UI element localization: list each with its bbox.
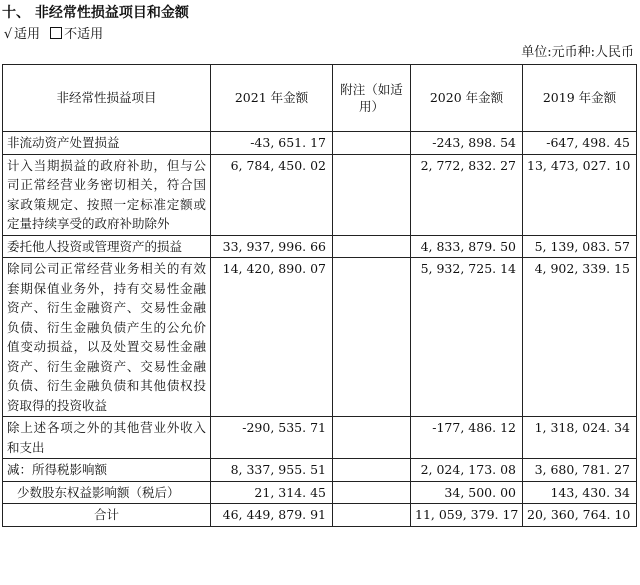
row-2021: -290, 535. 71 (211, 417, 333, 459)
row-item: 除上述各项之外的其他营业外收入和支出 (3, 417, 211, 459)
not-applicable-option[interactable] (50, 27, 103, 42)
row-2019: 143, 430. 34 (523, 481, 637, 504)
row-2020: 5, 932, 725. 14 (411, 258, 523, 417)
total-2019: 20, 360, 764. 10 (523, 504, 637, 527)
row-2020: 2, 772, 832. 27 (411, 154, 523, 235)
total-label: 合计 (3, 504, 211, 527)
table-row (3, 459, 637, 482)
row-note (333, 459, 411, 482)
applicable-option[interactable] (2, 27, 44, 42)
empty-checkbox-icon (50, 27, 62, 39)
header-item: 非经常性损益项目 (3, 65, 211, 132)
row-2021: 21, 314. 45 (211, 481, 333, 504)
row-item: 减：所得税影响额 (3, 459, 211, 482)
row-note (333, 417, 411, 459)
row-note (333, 235, 411, 258)
row-2019: 13, 473, 027. 10 (523, 154, 637, 235)
row-2019: -647, 498. 45 (523, 132, 637, 155)
row-2019: 1, 318, 024. 34 (523, 417, 637, 459)
row-2020: 4, 833, 879. 50 (411, 235, 523, 258)
header-2019: 2019 年金额 (523, 65, 637, 132)
table-total-row (3, 504, 637, 527)
total-2021: 46, 449, 879. 91 (211, 504, 333, 527)
table-row (3, 481, 637, 504)
row-2019: 3, 680, 781. 27 (523, 459, 637, 482)
header-2020: 2020 年金额 (411, 65, 523, 132)
table-row (3, 154, 637, 235)
row-note (333, 132, 411, 155)
row-2020: -177, 486. 12 (411, 417, 523, 459)
row-item: 除同公司正常经营业务相关的有效套期保值业务外，持有交易性金融资产、衍生金融资产、交易性金融负债、衍生金融负债产生的公允价值变动损益，以及处置交易性金融资产、衍生金融资产、交易性金融负债、衍生金融负债和其他债权投资取得的投资收益 (3, 258, 211, 417)
row-2019: 5, 139, 083. 57 (523, 235, 637, 258)
row-2020: 34, 500. 00 (411, 481, 523, 504)
row-item: 计入当期损益的政府补助，但与公司正常经营业务密切相关，符合国家政策规定、按照一定标准定额或定量持续享受的政府补助除外 (3, 154, 211, 235)
header-2021: 2021 年金额 (211, 65, 333, 132)
row-2021: 33, 937, 996. 66 (211, 235, 333, 258)
row-2021: -43, 651. 17 (211, 132, 333, 155)
row-note (333, 154, 411, 235)
row-2021: 6, 784, 450. 02 (211, 154, 333, 235)
total-2020: 11, 059, 379. 17 (411, 504, 523, 527)
row-item: 委托他人投资或管理资产的损益 (3, 235, 211, 258)
non-recurring-gains-table (2, 64, 637, 527)
row-2021: 8, 337, 955. 51 (211, 459, 333, 482)
not-applicable-label: 不适用 (64, 27, 104, 42)
table-row (3, 235, 637, 258)
row-note (333, 481, 411, 504)
row-note (333, 258, 411, 417)
table-row (3, 258, 637, 417)
row-item: 少数股东权益影响额（税后） (3, 481, 211, 504)
row-2021: 14, 420, 890. 07 (211, 258, 333, 417)
section-title: 十、 非经常性损益项目和金额 (2, 5, 189, 21)
table-header-row (3, 65, 637, 132)
total-note (333, 504, 411, 527)
table-row (3, 132, 637, 155)
currency-unit-note: 单位:元币种:人民币 (521, 45, 634, 60)
header-note: 附注（如适用） (333, 65, 411, 132)
checkmark-icon: √ (3, 27, 13, 42)
row-2019: 4, 902, 339. 15 (523, 258, 637, 417)
row-item: 非流动资产处置损益 (3, 132, 211, 155)
row-2020: -243, 898. 54 (411, 132, 523, 155)
applicability-options (2, 26, 109, 44)
row-2020: 2, 024, 173. 08 (411, 459, 523, 482)
applicable-label: 适用 (14, 27, 41, 42)
table-row (3, 417, 637, 459)
